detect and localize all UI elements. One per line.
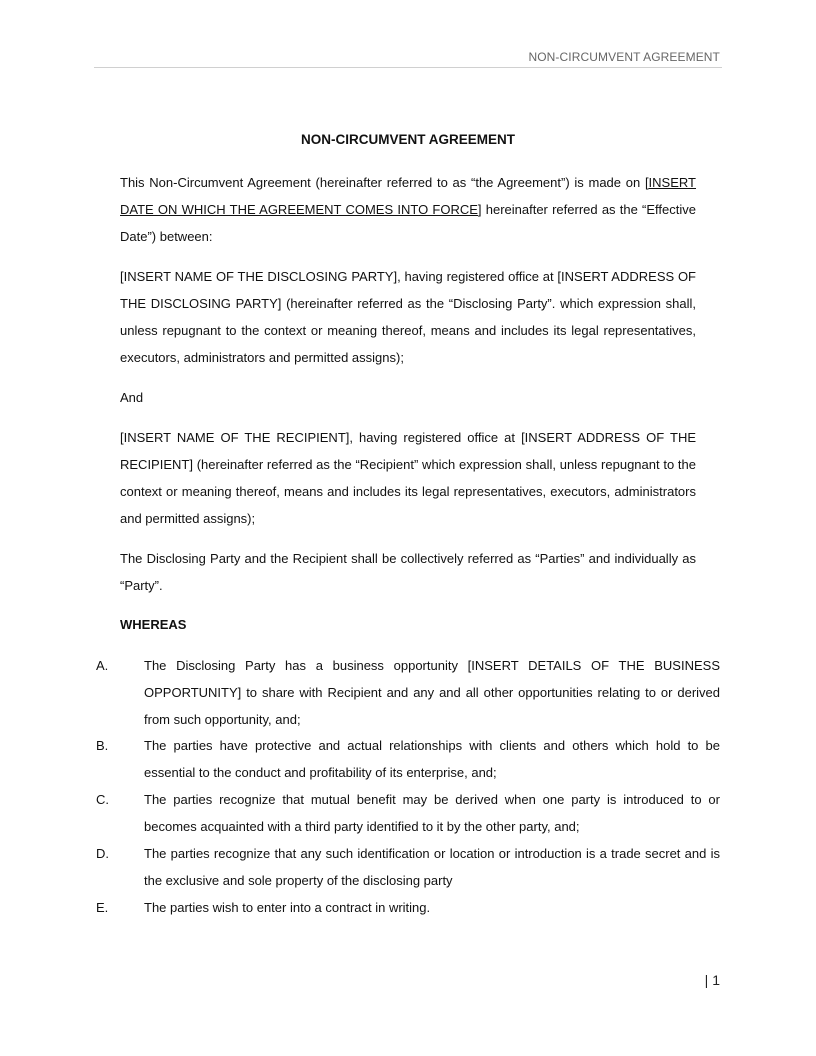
page-footer: [705, 972, 720, 988]
recital-text: The parties have protective and actual relationships with clients and others which hold to be essential to the conduct and profitability of its enterprise, and;: [144, 738, 720, 780]
intro-text-before: This Non-Circumvent Agreement (hereinafter referred to as “the Agreement”) is made on: [120, 175, 645, 190]
recital-marker: B.: [96, 738, 109, 753]
recital-marker: D.: [96, 846, 109, 861]
and-separator: And: [120, 390, 144, 405]
recital-text: The parties recognize that mutual benefit may be derived when one party is introduced to or becomes acquainted with a third party identified to it by the other party, and;: [144, 792, 720, 834]
intro-text-after: hereinafter referred as the “Effective Date”) between:: [120, 202, 697, 244]
whereas-heading: WHEREAS: [120, 617, 187, 632]
recipient-paragraph: [INSERT NAME OF THE RECIPIENT], having registered office at [INSERT ADDRESS OF THE RECIPIENT] (hereinafter referred as the “Recipient” which expression shall, unless repugnant to the context or meaning thereof, means and includes its legal representatives, executors, administrators and permitted assigns);: [120, 430, 696, 526]
disclosing-party-paragraph: [INSERT NAME OF THE DISCLOSING PARTY], having registered office at [INSERT ADDRESS OF THE DISCLOSING PARTY] (hereinafter referred as the “Disclosing Party”. which expression shall, unless repugnant to the context or meaning thereof, means and includes its legal representatives, executors, administrators and permitted assigns);: [120, 269, 696, 365]
recital-marker: A.: [96, 658, 109, 673]
recital-marker: E.: [96, 900, 109, 915]
intro-paragraph: [120, 169, 696, 250]
header-divider: [94, 67, 722, 68]
effective-date-placeholder: [INSERT DATE ON WHICH THE AGREEMENT COMES INTO FORCE]: [120, 175, 696, 217]
parties-definition-paragraph: The Disclosing Party and the Recipient shall be collectively referred as “Parties” and individually as “Party”.: [120, 551, 696, 593]
recital-text: The parties wish to enter into a contract in writing.: [144, 900, 431, 915]
page-number-separator: |: [704, 972, 709, 988]
recital-marker: C.: [96, 792, 109, 807]
recital-text: The parties recognize that any such identification or location or introduction is a trade secret and is the exclusive and sole property of the disclosing party: [144, 846, 720, 888]
running-header: NON-CIRCUMVENT AGREEMENT: [528, 50, 720, 64]
document-title: NON-CIRCUMVENT AGREEMENT: [301, 132, 515, 147]
recital-text: The Disclosing Party has a business opportunity [INSERT DETAILS OF THE BUSINESS OPPORTUNITY] to share with Recipient and any and all other opportunities relating to or derived from such opportunity, and;: [144, 658, 720, 727]
page-number: 1: [712, 972, 720, 988]
